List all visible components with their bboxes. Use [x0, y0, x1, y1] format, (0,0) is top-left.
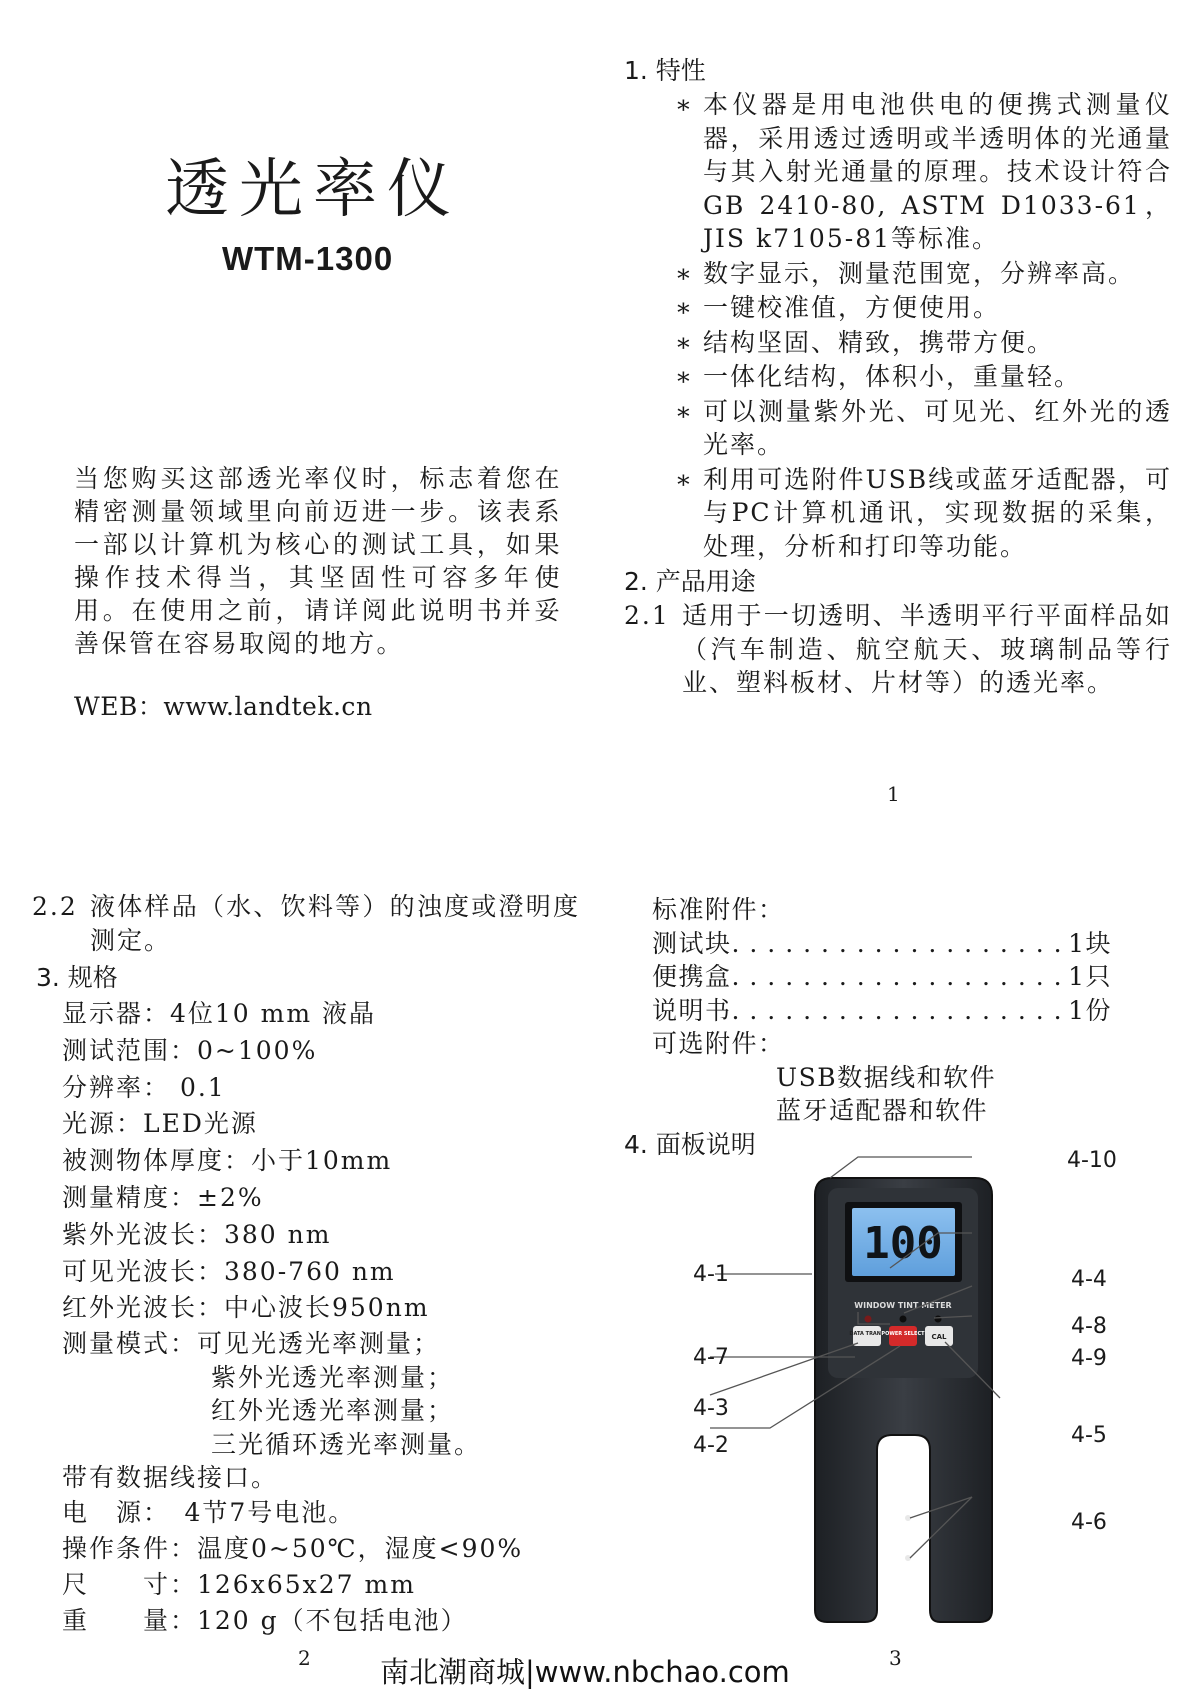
intro-paragraph	[74, 462, 562, 723]
spec-row: 被测物体厚度：小于10mm	[62, 1146, 393, 1176]
sensor-window	[900, 1598, 908, 1606]
usage-number: 2.2	[32, 892, 78, 921]
cal-label: CAL	[931, 1333, 947, 1341]
page-number-3: 3	[889, 1646, 902, 1670]
data-trans-label: DATA TRANS	[849, 1331, 885, 1337]
usage-heading: 2. 产品用途	[624, 567, 756, 596]
accessory-row: 测试块 . . . 1块	[652, 927, 1112, 961]
power-select-label: POWER SELECT	[881, 1331, 925, 1337]
callout-4-2: 4-2	[693, 1433, 729, 1458]
bullet-mark: ∗	[675, 293, 694, 322]
features-list	[675, 88, 1172, 563]
features-column	[624, 54, 1172, 701]
usage-text: 液体样品（水、饮料等）的浊度或澄明度测定。	[90, 892, 580, 955]
page-number-1: 1	[887, 782, 900, 806]
bullet-mark: ∗	[675, 258, 694, 288]
feature-item: ∗ 一体化结构，体积小，重量轻。	[675, 360, 1172, 394]
spec-row: 操作条件：温度0~50℃，湿度<90%	[62, 1533, 524, 1563]
usage-item-2-2	[32, 890, 580, 957]
feature-item: ∗ 利用可选附件USB线或蓝牙适配器，可与PC计算机通讯，实现数据的采集，处理，分析和打印等功能。	[675, 463, 1172, 564]
specs-section	[36, 960, 616, 1639]
optional-accessory: 蓝牙适配器和软件	[776, 1096, 989, 1125]
bullet-mark: ∗	[675, 327, 694, 357]
callout-4-10: 4-10	[1067, 1148, 1117, 1173]
spec-row: 光源：LED光源	[62, 1109, 258, 1139]
spec-row: 分辨率： 0.1	[62, 1072, 226, 1102]
callout-4-7: 4-7	[693, 1345, 729, 1370]
lcd-reading: 100	[863, 1218, 943, 1269]
page-number-2: 2	[298, 1646, 311, 1670]
panel-heading: 4. 面板说明	[624, 1130, 756, 1159]
brand-label: WINDOW TINT METER	[854, 1301, 952, 1310]
accessory-row: 便携盒 . . . 1只	[652, 960, 1112, 994]
website-link[interactable]: WEB：www.landtek.cn	[74, 692, 373, 721]
accessory-row: 说明书 . . . 1份	[652, 994, 1112, 1028]
model-number: WTM-1300	[222, 240, 394, 277]
usage-text: 适用于一切透明、半透明平行平面样品如（汽车制造、航空航天、玻璃制品等行业、塑料板材、片材等）的透光率。	[682, 601, 1172, 697]
usage-item-2-1	[624, 599, 1172, 700]
product-title: 透光率仪	[165, 153, 461, 227]
bullet-mark: ∗	[675, 90, 694, 119]
intro-text: 当您购买这部透光率仪时，标志着您在精密测量领域里向前迈进一步。该表系一部以计算机为核心的测试工具，如果操作技术得当，其坚固性可容多年使用。在使用之前，请详阅此说明书并妥善保管在容易取阅的地方。	[74, 464, 562, 658]
standard-accessories-heading: 标准附件：	[652, 895, 785, 924]
callout-4-8: 4-8	[1071, 1314, 1107, 1339]
feature-item: ∗ 结构坚固、精致，携带方便。	[675, 326, 1172, 360]
callout-4-9: 4-9	[1071, 1346, 1107, 1371]
spec-row: 电 源： 4节7号电池。	[62, 1497, 356, 1527]
feature-item: ∗ 一键校准值，方便使用。	[675, 291, 1172, 325]
spec-row: 可见光波长：380-760 nm	[62, 1256, 396, 1286]
spec-row: 紫外光波长：380 nm	[62, 1219, 332, 1249]
feature-item: ∗ 可以测量紫外光、可见光、红外光的透光率。	[675, 395, 1172, 462]
feature-item: ∗ 数字显示，测量范围宽，分辨率高。	[675, 257, 1172, 291]
callout-4-1: 4-1	[693, 1262, 729, 1287]
spec-row: 红外光波长：中心波长950nm	[62, 1293, 430, 1323]
features-heading: 1. 特性	[624, 56, 706, 85]
led-indicator	[900, 1316, 907, 1323]
bullet-mark: ∗	[675, 464, 694, 494]
spec-row: 测量模式：可见光透光率测量；	[62, 1329, 441, 1359]
led-indicator	[935, 1316, 942, 1323]
callout-4-5: 4-5	[1071, 1423, 1107, 1448]
feature-item: ∗ 本仪器是用电池供电的便携式测量仪器，采用透过透明或半透明体的光通量与其入射光通量的原理。技术设计符合GB 2410-80, ASTM D1033-61，JIS k7105-81等标准。	[675, 88, 1172, 256]
bullet-mark: ∗	[675, 396, 694, 426]
spec-row: 紫外光透光率测量；	[211, 1362, 455, 1392]
callout-4-3: 4-3	[693, 1396, 729, 1421]
accessories-section	[652, 893, 1112, 1128]
led-indicator	[865, 1316, 872, 1323]
footer-watermark: 南北潮商城|www.nbchao.com	[380, 1655, 790, 1689]
spec-row: 重 量：120 g（不包括电池）	[62, 1605, 468, 1635]
callout-4-6: 4-6	[1071, 1510, 1107, 1535]
optional-accessories-heading: 可选附件：	[652, 1029, 785, 1058]
usage-number: 2.1	[624, 601, 670, 630]
spec-row: 测试范围：0~100%	[62, 1035, 318, 1065]
spec-row: 三光循环透光率测量。	[211, 1429, 482, 1459]
specs-heading: 3. 规格	[36, 963, 118, 992]
bullet-mark: ∗	[675, 362, 694, 391]
spec-row: 显示器：4位10 mm 液晶	[62, 999, 377, 1028]
callout-4-4: 4-4	[1071, 1267, 1107, 1292]
spec-row: 尺 寸：126x65x27 mm	[62, 1569, 416, 1599]
device-illustration	[600, 1140, 1100, 1640]
spec-row: 测量精度：±2%	[62, 1182, 264, 1212]
optional-accessory: USB数据线和软件	[776, 1062, 997, 1092]
spec-row: 红外光透光率测量；	[211, 1396, 455, 1426]
spec-row: 带有数据线接口。	[62, 1463, 279, 1493]
